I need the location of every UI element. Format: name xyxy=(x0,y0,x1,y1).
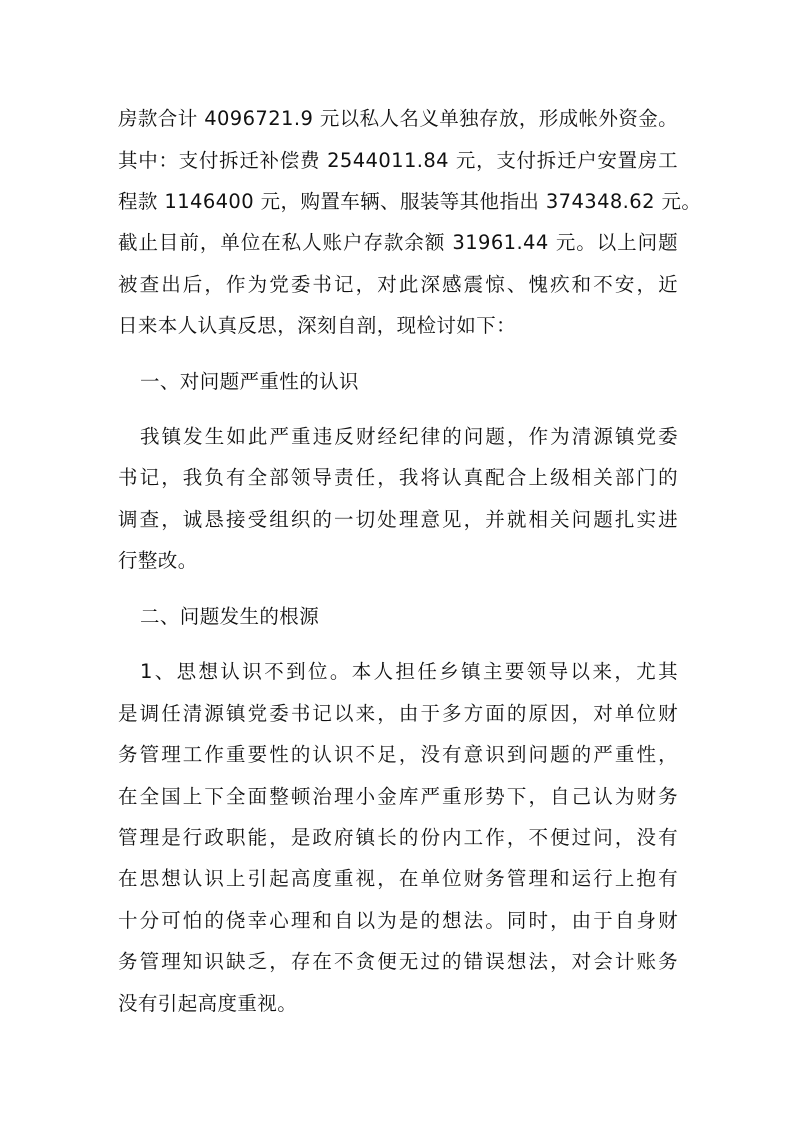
body-line: 是调任清源镇党委书记以来，由于多方面的原因，对单位财 xyxy=(118,702,678,725)
body-line: 在全国上下全面整顿治理小金库严重形势下，自己认为财务 xyxy=(118,785,678,808)
body-line: 程款 1146400 元，购置车辆、服装等其他指出 374348.62 元。 xyxy=(118,190,702,213)
body-line: 管理是行政职能，是政府镇长的份内工作，不便过问，没有 xyxy=(118,826,678,849)
body-line: 1、思想认识不到位。本人担任乡镇主要领导以来，尤其 xyxy=(140,660,678,683)
body-line: 务管理知识缺乏，存在不贪便无过的错误想法，对会计账务 xyxy=(118,950,678,973)
body-line: 房款合计 4096721.9 元以私人名义单独存放，形成帐外资金。 xyxy=(118,107,679,130)
body-line: 书记，我负有全部领导责任，我将认真配合上级相关部门的 xyxy=(118,466,678,489)
body-line: 务管理工作重要性的认识不足，没有意识到问题的严重性， xyxy=(118,743,678,766)
body-line: 十分可怕的侥幸心理和自以为是的想法。同时，由于自身财 xyxy=(118,909,678,932)
section-heading: 一、对问题严重性的认识 xyxy=(140,370,359,393)
body-line: 我镇发生如此严重违反财经纪律的问题，作为清源镇党委 xyxy=(140,425,678,448)
body-line: 调查，诚恳接受组织的一切处理意见，并就相关问题扎实进 xyxy=(118,508,678,531)
body-line: 行整改。 xyxy=(118,549,198,572)
body-line: 没有引起高度重视。 xyxy=(118,992,298,1015)
body-line: 其中：支付拆迁补偿费 2544011.84 元，支付拆迁户安置房工 xyxy=(118,149,678,172)
body-line: 日来本人认真反思，深刻自剖，现检讨如下： xyxy=(118,314,517,337)
section-heading: 二、问题发生的根源 xyxy=(140,605,320,628)
body-line: 在思想认识上引起高度重视，在单位财务管理和运行上抱有 xyxy=(118,867,678,890)
body-line: 截止目前，单位在私人账户存款余额 31961.44 元。以上问题 xyxy=(118,231,678,254)
body-line: 被查出后，作为党委书记，对此深感震惊、愧疚和不安，近 xyxy=(118,273,678,296)
